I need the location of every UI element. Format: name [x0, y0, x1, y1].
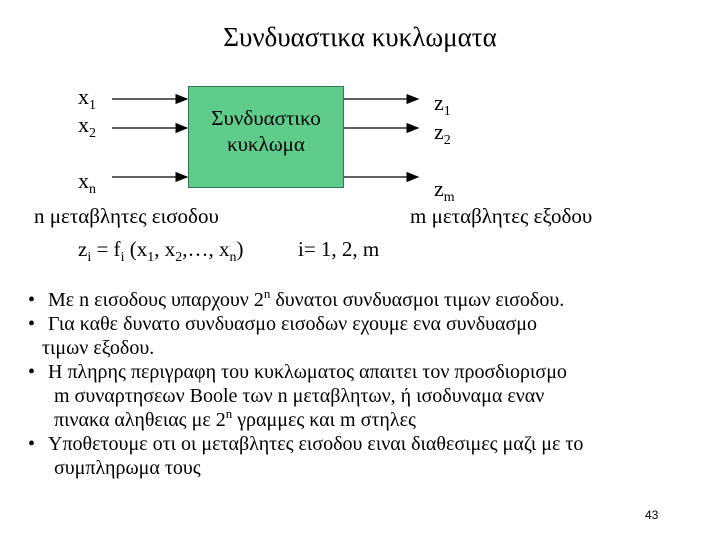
box-label-line2: κυκλωμα	[227, 132, 305, 156]
input-label-x1: $x_1$	[78, 84, 96, 113]
page-number: 43	[645, 508, 659, 522]
outputs-caption: m μεταβλητες εξοδου	[410, 204, 593, 228]
combinational-circuit-box	[188, 86, 344, 188]
output-label-zm: $z_m$	[434, 176, 455, 205]
function-formula: $z_i = f_i$ ($x_1$, $x_2,\dots$, $x_n$)	[78, 237, 244, 265]
input-label-xn: $x_n$	[78, 168, 96, 197]
bullet-list	[28, 288, 718, 480]
output-label-z1: $z_1$	[434, 90, 451, 119]
slide-title: Συνδυαστικα κυκλωματα	[223, 22, 497, 52]
bullet-item: • Η πληρης περιγραφη του κυκλωματος απαιτει τον προσδιορισμο m συναρτησεων Boole των n μεταβλητων, ή ισοδυναμα εναν πινακα αληθειας με 2$^n$ γραμμες και m στηλες	[28, 361, 567, 431]
bullet-dot-icon: •	[28, 313, 36, 335]
output-label-z2: $z_2$	[434, 119, 451, 148]
bullet-item: • Για καθε δυνατο συνδυασμο εισοδων εχουμε ενα συνδυασμο τιμων εξοδου.	[28, 313, 538, 359]
box-label-line1: Συνδυαστικο	[211, 106, 321, 130]
inputs-caption: n μεταβλητες εισοδου	[34, 204, 219, 228]
bullet-dot-icon: •	[28, 289, 36, 311]
index-range: i= 1, 2, m	[298, 237, 380, 261]
bullet-dot-icon: •	[28, 433, 36, 455]
input-label-x2: $x_2$	[78, 112, 96, 141]
bullet-item: • Με n εισοδους υπαρχουν 2$^n$ δυνατοι συνδυασμοι τιμων εισοδου.	[28, 286, 565, 311]
bullet-dot-icon: •	[28, 361, 36, 383]
bullet-item: • Υποθετουμε οτι οι μεταβλητες εισοδου ειναι διαθεσιμες μαζι με το συμπληρωμα τους	[28, 433, 584, 479]
